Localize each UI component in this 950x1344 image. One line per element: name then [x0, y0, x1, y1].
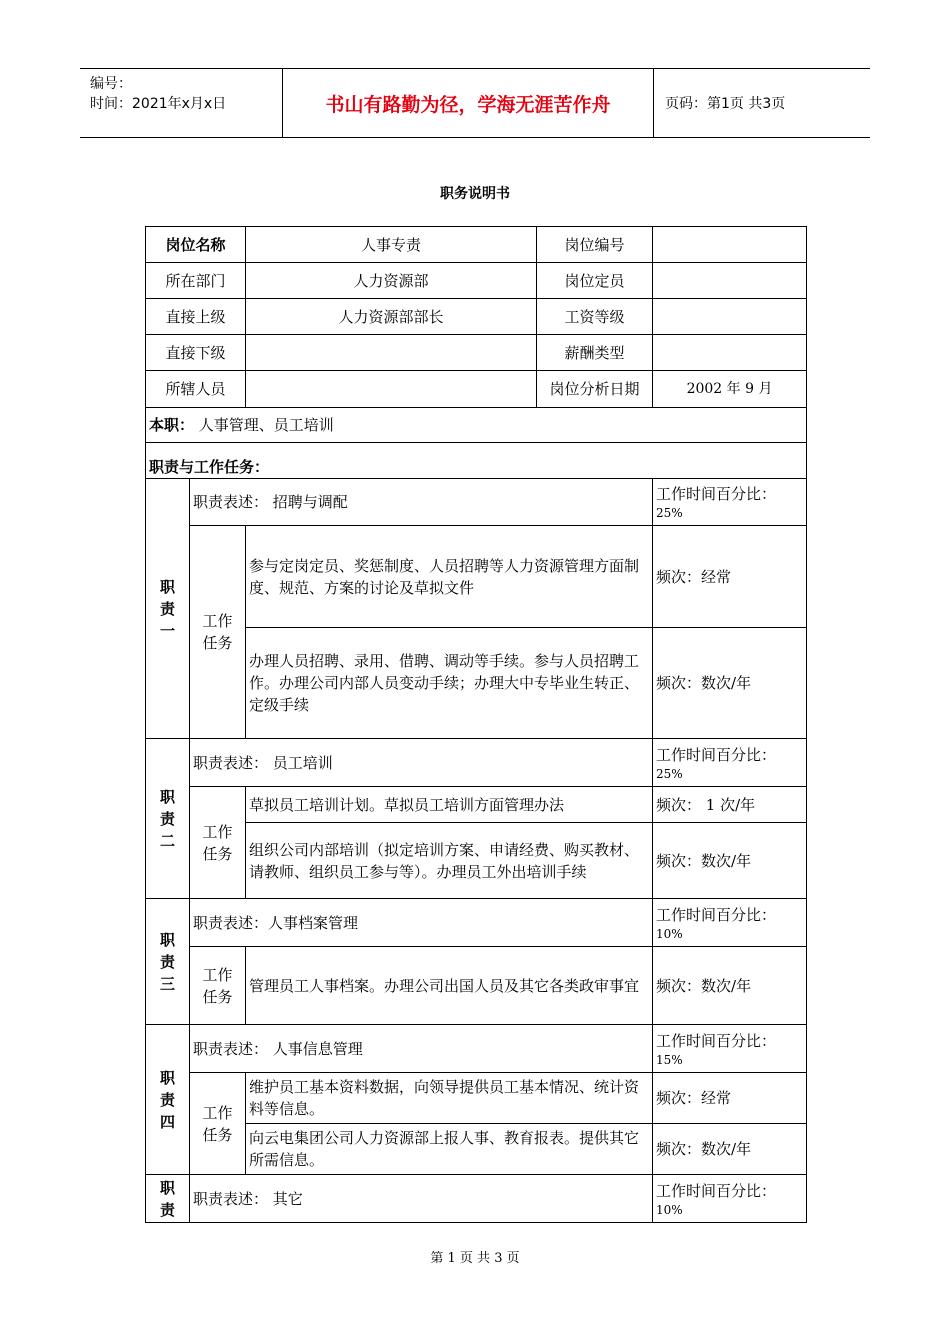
subordinate-value [246, 335, 537, 371]
task-text: 管理员工人事档案。办理公司出国人员及其它各类政审事宜 [246, 947, 653, 1025]
duties-header: 职责与工作任务： [146, 443, 807, 479]
page-info: 页码：第1页 共3页 [665, 96, 786, 112]
task-freq: 频次：数次/年 [653, 1124, 807, 1175]
time-label: 时间：2021年x月x日 [90, 96, 227, 112]
task-row [146, 1073, 807, 1124]
work-task-label: 工作任务 [190, 526, 246, 739]
work-task-label: 工作任务 [190, 787, 246, 899]
staff-label: 所辖人员 [146, 371, 246, 408]
document-title: 职务说明书 [440, 186, 510, 202]
basic-row [146, 299, 807, 335]
basic-row [146, 227, 807, 263]
work-task-label: 工作任务 [190, 947, 246, 1025]
task-text: 维护员工基本资料数据，向领导提供员工基本情况、统计资料等信息。 [246, 1073, 653, 1124]
task-freq: 频次： 1 次/年 [653, 787, 807, 823]
benzhi-cell [146, 408, 807, 443]
duty-name: 职责四 [146, 1025, 190, 1175]
pct-label: 工作时间百分比： [656, 485, 777, 503]
pct-value: 15% [656, 1052, 683, 1067]
task-row [146, 526, 807, 628]
pct-value: 25% [656, 506, 683, 520]
task-row [146, 947, 807, 1025]
duty-statement-row [146, 479, 807, 526]
department-value: 人力资源部 [246, 263, 537, 299]
position-name-value: 人事专责 [246, 227, 537, 263]
position-number-value [653, 227, 807, 263]
salary-grade-label: 工资等级 [537, 299, 653, 335]
pct-label: 工作时间百分比： [656, 745, 777, 764]
pct-value: 10% [656, 926, 683, 941]
task-text: 向云电集团公司人力资源部上报人事、教育报表。提供其它所需信息。 [246, 1124, 653, 1175]
task-text: 办理人员招聘、录用、借聘、调动等手续。参与人员招聘工作。办理公司内部人员变动手续；办理大中专毕业生转正、定级手续 [246, 628, 653, 739]
duty-statement: 职责表述： 招聘与调配 [190, 479, 653, 526]
duty-pct-cell [653, 899, 807, 947]
salary-grade-value [653, 299, 807, 335]
pct-label: 工作时间百分比： [656, 905, 777, 924]
duty-name: 职责二 [146, 739, 190, 899]
superior-value: 人力资源部部长 [246, 299, 537, 335]
superior-label: 直接上级 [146, 299, 246, 335]
duties-header-row [146, 443, 807, 479]
duty-pct-cell [653, 479, 807, 526]
pct-value: 25% [656, 766, 683, 781]
task-text: 参与定岗定员、奖惩制度、人员招聘等人力资源管理方面制度、规范、方案的讨论及草拟文件 [246, 526, 653, 628]
duty-statement: 职责表述： 人事信息管理 [190, 1025, 653, 1073]
pct-label: 工作时间百分比： [656, 1181, 777, 1200]
benzhi-value: 人事管理、员工培训 [198, 416, 334, 434]
pay-type-value [653, 335, 807, 371]
position-name-label: 岗位名称 [146, 227, 246, 263]
task-row [146, 628, 807, 739]
staff-value [246, 371, 537, 408]
basic-row [146, 335, 807, 371]
duty-statement: 职责表述：人事档案管理 [190, 899, 653, 947]
duty-name: 职责三 [146, 899, 190, 1025]
basic-row [146, 371, 807, 408]
page-header [80, 68, 870, 138]
duty-statement: 职责表述： 其它 [190, 1175, 653, 1223]
pct-value: 10% [656, 1202, 683, 1217]
duty-pct-cell [653, 1175, 807, 1223]
department-label: 所在部门 [146, 263, 246, 299]
work-task-label: 工作任务 [190, 1073, 246, 1175]
duty-statement-row [146, 739, 807, 787]
duty-statement-row [146, 899, 807, 947]
analysis-date-value: 2002 年 9 月 [653, 371, 807, 408]
pay-type-label: 薪酬类型 [537, 335, 653, 371]
task-freq: 频次：经常 [653, 1073, 807, 1124]
header-meta [80, 69, 283, 137]
duty-name: 职责 [146, 1175, 190, 1223]
duty-statement-row [146, 1175, 807, 1223]
benzhi-label: 本职： [149, 416, 195, 434]
duty-pct-cell [653, 1025, 807, 1073]
position-number-label: 岗位编号 [537, 227, 653, 263]
task-row [146, 823, 807, 899]
task-freq: 频次：数次/年 [653, 628, 807, 739]
number-label: 编号： [90, 76, 132, 92]
pct-label: 工作时间百分比： [656, 1031, 777, 1050]
basic-row [146, 263, 807, 299]
task-freq: 频次：数次/年 [653, 947, 807, 1025]
task-text: 组织公司内部培训（拟定培训方案、申请经费、购买教材、请教师、组织员工参与等）。办理员工外出培训手续 [246, 823, 653, 899]
headcount-value [653, 263, 807, 299]
task-row [146, 787, 807, 823]
duty-name: 职责一 [146, 479, 190, 739]
subordinate-label: 直接下级 [146, 335, 246, 371]
benzhi-row [146, 408, 807, 443]
task-freq: 频次：数次/年 [653, 823, 807, 899]
task-freq: 频次：经常 [653, 526, 807, 628]
duty-statement-row [146, 1025, 807, 1073]
task-text: 草拟员工培训计划。草拟员工培训方面管理办法 [246, 787, 653, 823]
duty-pct-cell [653, 739, 807, 787]
task-row [146, 1124, 807, 1175]
headcount-label: 岗位定员 [537, 263, 653, 299]
motto: 书山有路勤为径，学海无涯苦作舟 [283, 69, 654, 137]
job-description-table [145, 226, 807, 1223]
page-footer: 第 1 页 共 3 页 [430, 1251, 520, 1266]
duty-statement: 职责表述： 员工培训 [190, 739, 653, 787]
analysis-date-label: 岗位分析日期 [537, 371, 653, 408]
